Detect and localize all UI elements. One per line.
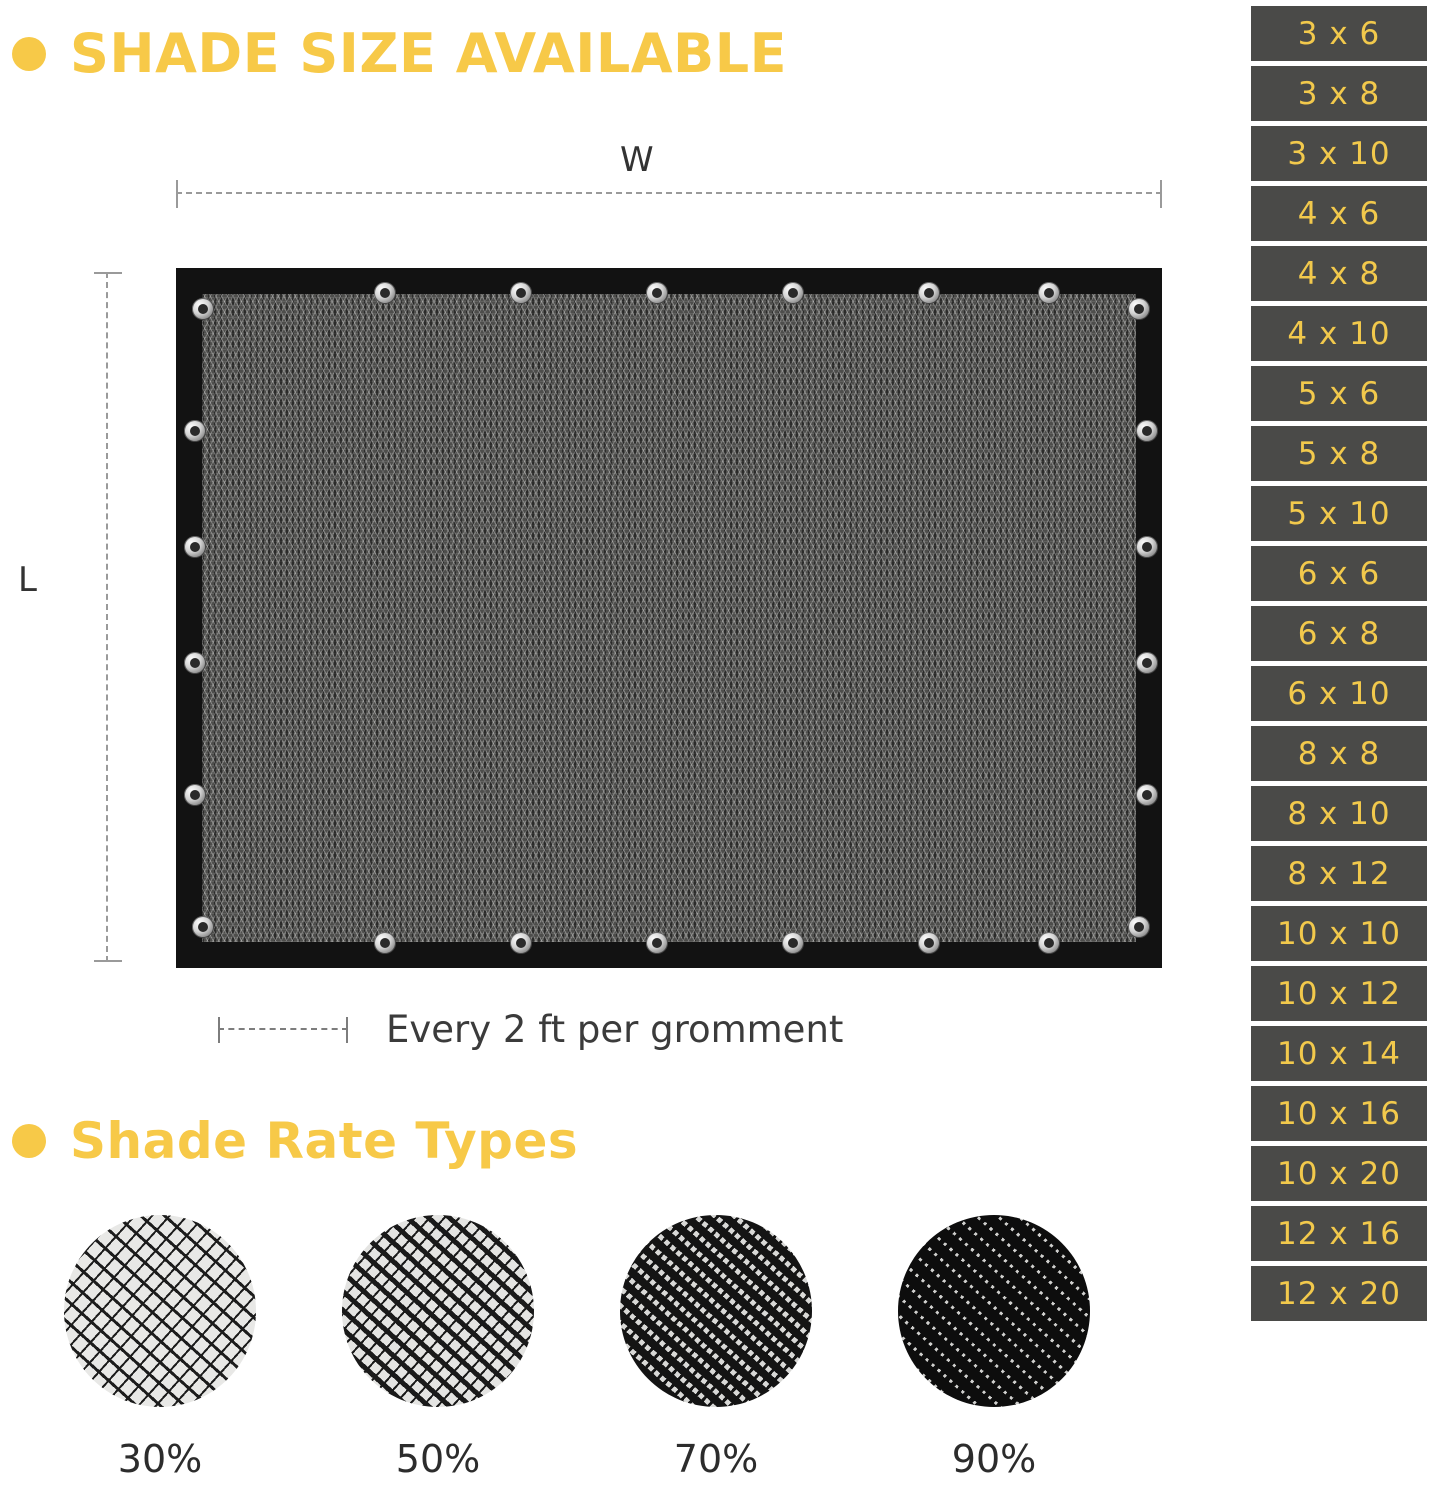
grommet: [510, 282, 532, 304]
grommet: [646, 932, 668, 954]
grommet: [510, 932, 532, 954]
bullet-dot-icon: [12, 1124, 46, 1158]
grommet: [782, 282, 804, 304]
size-option[interactable]: 6 x 10: [1251, 666, 1427, 721]
grommet: [918, 282, 940, 304]
length-tick-top-icon: [94, 272, 122, 274]
shade-rate-label: 30%: [117, 1437, 203, 1481]
size-option[interactable]: 12 x 20: [1251, 1266, 1427, 1321]
bullet-dot-icon: [12, 37, 46, 71]
size-option[interactable]: 5 x 6: [1251, 366, 1427, 421]
shade-rate-item: [616, 1215, 816, 1481]
shade-rate-label: 50%: [395, 1437, 481, 1481]
shade-rate-label: 70%: [673, 1437, 759, 1481]
grommet: [1136, 652, 1158, 674]
shade-rate-list: [60, 1215, 1220, 1481]
grommet: [1038, 932, 1060, 954]
grommet: [1136, 536, 1158, 558]
size-option[interactable]: 3 x 8: [1251, 66, 1427, 121]
grommet-corner-top-right: [1128, 298, 1150, 320]
grommet-spacing-text: Every 2 ft per gromment: [386, 1008, 844, 1051]
grommet-spacing-note: [218, 1008, 843, 1051]
width-measure-line: [176, 192, 1162, 195]
shade-rate-item: [60, 1215, 260, 1481]
size-option-list: [1251, 6, 1427, 1321]
size-option[interactable]: 10 x 16: [1251, 1086, 1427, 1141]
size-option[interactable]: 3 x 6: [1251, 6, 1427, 61]
grommet: [782, 932, 804, 954]
grommet: [918, 932, 940, 954]
mesh-30-icon: [64, 1215, 256, 1407]
mesh-90-icon: [898, 1215, 1090, 1407]
size-option[interactable]: 10 x 14: [1251, 1026, 1427, 1081]
grommet: [374, 932, 396, 954]
size-option[interactable]: 8 x 10: [1251, 786, 1427, 841]
size-option[interactable]: 3 x 10: [1251, 126, 1427, 181]
grommet: [374, 282, 396, 304]
grommet: [1136, 420, 1158, 442]
shade-rate-label: 90%: [951, 1437, 1037, 1481]
size-option[interactable]: 10 x 20: [1251, 1146, 1427, 1201]
length-measure-line: [106, 272, 109, 962]
width-tick-left-icon: [176, 180, 178, 208]
size-option[interactable]: 12 x 16: [1251, 1206, 1427, 1261]
grommet: [184, 652, 206, 674]
grommet: [1136, 784, 1158, 806]
size-option[interactable]: 8 x 8: [1251, 726, 1427, 781]
page-title-text: SHADE SIZE AVAILABLE: [70, 22, 788, 85]
grommet-corner-bottom-left: [192, 916, 214, 938]
size-option[interactable]: 4 x 6: [1251, 186, 1427, 241]
grommet: [184, 420, 206, 442]
shade-panel-diagram: [0, 120, 1230, 1080]
shade-cloth-mesh-texture: [202, 294, 1136, 942]
spacing-tick-right-icon: [346, 1017, 348, 1043]
section-title-shade-rate-types: [12, 1112, 578, 1170]
mesh-70-icon: [620, 1215, 812, 1407]
size-option[interactable]: 6 x 6: [1251, 546, 1427, 601]
grommet-corner-top-left: [192, 298, 214, 320]
shade-rate-item: [894, 1215, 1094, 1481]
length-tick-bottom-icon: [94, 960, 122, 962]
grommet-corner-bottom-right: [1128, 916, 1150, 938]
grommet: [184, 784, 206, 806]
width-tick-right-icon: [1160, 180, 1162, 208]
size-option[interactable]: 5 x 8: [1251, 426, 1427, 481]
size-option[interactable]: 10 x 12: [1251, 966, 1427, 1021]
grommet: [1038, 282, 1060, 304]
grommet: [184, 536, 206, 558]
spacing-bracket-icon: [218, 1028, 348, 1031]
size-option[interactable]: 10 x 10: [1251, 906, 1427, 961]
size-option[interactable]: 6 x 8: [1251, 606, 1427, 661]
length-dimension-label: L: [18, 560, 37, 600]
mesh-50-icon: [342, 1215, 534, 1407]
size-option[interactable]: 5 x 10: [1251, 486, 1427, 541]
size-option[interactable]: 4 x 10: [1251, 306, 1427, 361]
size-option[interactable]: 8 x 12: [1251, 846, 1427, 901]
size-option[interactable]: 4 x 8: [1251, 246, 1427, 301]
shade-cloth-panel: [176, 268, 1162, 968]
section-title-text: Shade Rate Types: [70, 1112, 579, 1170]
grommet: [646, 282, 668, 304]
width-dimension-label: W: [620, 140, 654, 180]
shade-rate-item: [338, 1215, 538, 1481]
spacing-tick-left-icon: [218, 1017, 220, 1043]
page-title-shade-size: [12, 22, 787, 85]
